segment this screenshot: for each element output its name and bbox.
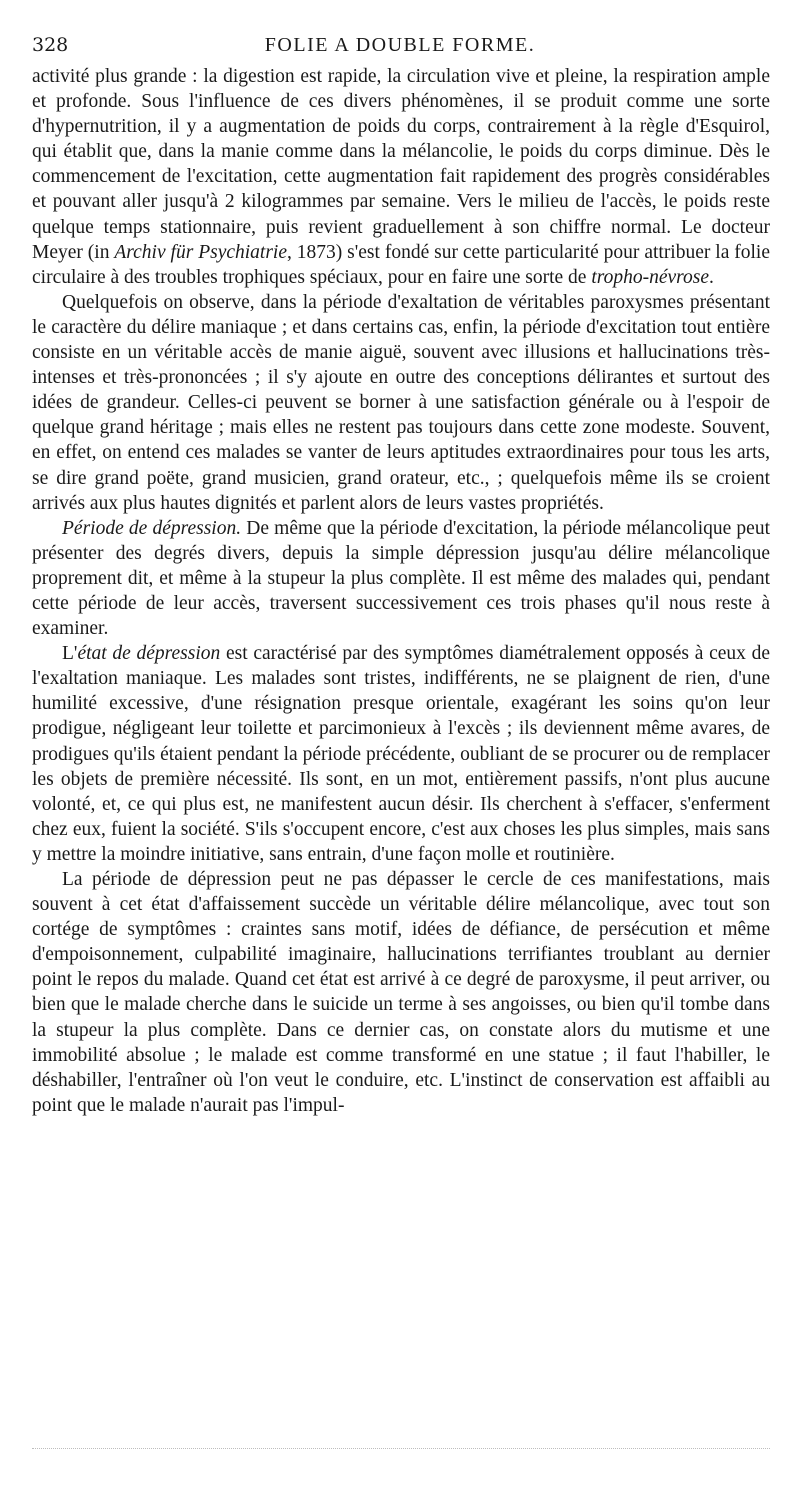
text-run: Quelquefois on observe, dans la période d'exaltation de véritables paroxysmes présentant le caractère du délire maniaque ; et dans certains cas, enfin, la période d'excitation tout entière consiste en un véritable accès de manie aiguë, souvent avec illusions et hallucinations très-intenses et très-prononcées ; il s'y ajoute en outre des conceptions délirantes et surtout des idées de grandeur. Celles-ci peuvent se borner à une satisfaction générale ou à l'espoir de quelque grand héritage ; mais elles ne restent pas toujours dans cette zone modeste. Souvent, en effet, on entend ces malades se vanter de leurs aptitudes extraordinaires pour tous les arts, se dire grand poëte, grand musicien, grand orateur, etc., ; quelquefois même ils se croient arrivés aux plus hautes dignités et parlent alors de leurs vastes propriétés. (32, 291, 770, 514)
italic-text-run: Période de dépression. (62, 517, 242, 539)
text-run: De même que la période d'excitation, la période mélancolique peut présenter des degrés divers, depuis la simple dépression jusqu'au délire mélancolique proprement dit, et même à la stupeur la plus complète. Il est même des malades qui, pendant cette période de leur accès, traversent successivement ces trois phases qu'il nous reste à examiner. (32, 517, 771, 640)
paragraph (32, 290, 770, 516)
text-run: . (709, 266, 714, 288)
italic-text-run: état de dépression (77, 643, 221, 665)
page-number: 328 (32, 34, 69, 56)
paragraph (32, 516, 770, 641)
italic-text-run: Archiv für Psychiatrie (114, 241, 287, 263)
text-run: L' (62, 643, 78, 665)
page-header (32, 34, 768, 60)
body-text (32, 64, 770, 1118)
italic-text-run: tropho-névrose (591, 266, 710, 288)
footer-rule (32, 1448, 770, 1449)
paragraph (32, 64, 770, 290)
text-run: , 1873) s'est fondé sur cette particularité pour attribuer la folie circulaire à des troubles trophiques spéciaux, pour en faire une sorte de (32, 241, 770, 288)
paragraph (32, 641, 770, 867)
text-run: est caractérisé par des symptômes diamétralement opposés à ceux de l'exaltation maniaque. Les malades sont tristes, indifférents, ne se plaignent de rien, d'une humilité excessive, d'une résignation presque orientale, exagérant les soins qu'on leur prodigue, négligeant leur toilette et parcimonieux à l'excès ; ils deviennent même avares, de prodigues qu'ils étaient pendant la période précédente, oubliant de se procurer ou de remplacer les objets de première nécessité. Ils sont, en un mot, entièrement passifs, n'ont plus aucune volonté, et, ce qui plus est, ne manifestent aucun désir. Ils cherchent à s'effacer, s'enferment chez eux, fuient la société. S'ils s'occupent encore, c'est aux choses les plus simples, mais sans y mettre la moindre initiative, sans entrain, d'une façon molle et routinière. (32, 643, 770, 865)
text-run: activité plus grande : la digestion est rapide, la circulation vive et pleine, la respiration ample et profonde. Sous l'influence de ces divers phénomènes, il se produit comme une sorte d'hypernutrition, il y a augmentation de poids du corps, contrairement à la règle d'Esquirol, qui établit que, dans la manie comme dans la mélancolie, le poids du corps diminue. Dès le commencement de l'excitation, cette augmentation fait rapidement des progrès considérables et pouvant aller jusqu'à 2 kilogrammes par semaine. Vers le milieu de l'accès, le poids reste quelque temps stationnaire, puis revient graduellement à son chiffre normal. Le docteur Meyer (in (32, 66, 770, 263)
text-run: La période de dépression peut ne pas dépasser le cercle de ces manifestations, mais souvent à cet état d'affaissement succède un véritable délire mélancolique, avec tout son cortége de symptômes : craintes sans motif, idées de défiance, de persécution et même d'empoisonnement, culpabilité imaginaire, hallucinations terrifiantes troublant au dernier point le repos du malade. Quand cet état est arrivé à ce degré de paroxysme, il peut arriver, ou bien que le malade cherche dans le suicide un terme à ses angoisses, ou bien qu'il tombe dans la stupeur la plus complète. Dans ce dernier cas, on constate alors du mutisme et une immobilité absolue ; le malade est comme transformé en une statue ; il faut l'habiller, le déshabiller, l'entraîner où l'on veut le conduire, etc. L'instinct de conservation est affaibli au point que le malade n'aurait pas l'impul- (32, 869, 770, 1116)
paragraph (32, 867, 770, 1118)
running-title: FOLIE A DOUBLE FORME. (264, 34, 536, 56)
